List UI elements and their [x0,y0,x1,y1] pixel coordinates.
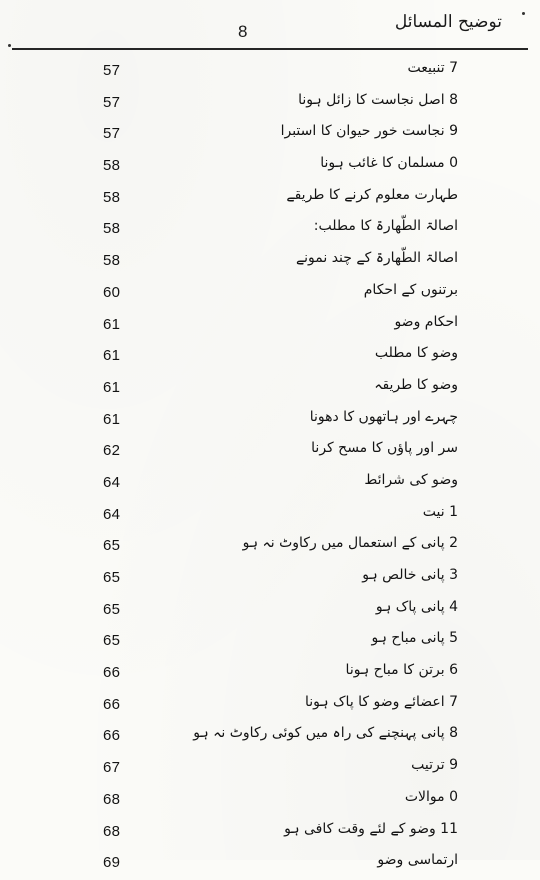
toc-entry-title: 4 پانی پاک ہو [375,598,458,615]
toc-entry [0,183,540,215]
toc-entry-page: 65 [103,537,121,555]
toc-entry [0,151,540,183]
toc-entry-title: اصالۃ الطّھارۃ کا مطلب: [313,218,458,235]
toc-entry-page: 61 [103,347,121,365]
toc-entry-title: برتنوں کے احکام [363,281,458,298]
toc-entry-page: 68 [103,790,121,808]
toc-entry [0,468,540,500]
toc-entry-title: 1 نیت [422,503,458,520]
toc-entry-page: 61 [103,410,121,428]
toc-entry-title: وضو کا طریقہ [374,376,458,393]
toc-entry-title: 9 نجاست خور حیوان کا استبرا [280,123,458,140]
toc-entry-page: 61 [103,378,121,396]
toc-entry-page: 66 [103,695,121,713]
toc-entry [0,848,540,880]
toc-entry-page: 65 [103,569,121,586]
toc-entry-page: 57 [103,93,121,111]
toc-entry-title: 7 اعضائے وضو کا پاک ہونا [304,693,458,710]
toc-entry [0,500,540,532]
toc-entry [0,119,540,151]
toc-entry-title: 11 وضو کے لئے وقت کافی ہو [284,820,458,837]
toc-entry [0,278,540,310]
toc-entry [0,817,540,849]
toc-entry [0,690,540,722]
toc-entry [0,531,540,563]
running-title: توضیح المسائل [394,12,502,32]
toc-entry [0,658,540,690]
toc-entry-page: 67 [103,759,121,777]
toc-entry-page: 57 [103,125,121,143]
toc-entry-page: 66 [103,664,121,682]
toc-entry-title: اصالۃ الطّھارۃ کے چند نمونے [295,250,458,267]
toc-entry-title: 6 برتن کا مباح ہونا [345,662,458,679]
toc-entry-title: 3 پانی خالص ہو [362,567,458,583]
toc-entry [0,373,540,405]
toc-entry-page: 60 [103,283,121,301]
toc-entry [0,405,540,437]
toc-entry-page: 57 [103,62,121,79]
toc-entry-page: 64 [103,505,121,523]
toc-entry [0,785,540,817]
toc-entry-page: 58 [103,188,121,206]
toc-entry-title: 0 مسلمان کا غائب ہونا [320,155,458,172]
table-of-contents [0,56,540,880]
toc-entry-page: 62 [103,442,121,460]
toc-entry-page: 64 [103,473,121,491]
toc-entry-page: 61 [103,315,121,333]
toc-entry-title: وضو کا مطلب [374,345,458,362]
toc-entry [0,214,540,246]
toc-entry [0,563,540,595]
toc-entry-page: 65 [103,600,121,618]
page-number: 8 [238,22,248,41]
header-rule [12,48,528,50]
toc-entry-title: 9 ترتیب [411,757,458,774]
toc-entry-page: 65 [103,632,121,650]
toc-entry-page: 58 [103,220,121,238]
toc-entry [0,436,540,468]
toc-entry-title: 8 پانی پہنچنے کی راہ میں کوئی رکاوٹ نہ ہو [193,725,458,742]
toc-entry-page: 66 [103,727,121,745]
toc-entry-title: چہرے اور ہاتھوں کا دھونا [309,408,458,425]
toc-entry-page: 58 [103,157,121,175]
toc-entry [0,626,540,658]
toc-entry-page: 58 [103,252,121,270]
toc-entry [0,721,540,753]
toc-entry [0,341,540,373]
toc-entry-page: 69 [103,854,121,872]
page-header [0,0,540,50]
toc-entry-title: 2 پانی کے استعمال میں رکاوٹ نہ ہو [242,535,458,552]
toc-entry [0,246,540,278]
toc-entry-title: احکام وضو [394,313,458,330]
toc-entry-title: ارتماسی وضو [377,852,458,869]
toc-entry-page: 68 [103,822,121,840]
toc-entry [0,753,540,785]
toc-entry-title: وضو کی شرائط [364,471,458,488]
margin-dot [522,12,525,15]
toc-entry-title: 7 تنبیعت [407,60,458,76]
margin-dot [8,44,11,47]
toc-entry [0,310,540,342]
toc-entry-title: 5 پانی مباح ہو [371,630,458,647]
toc-entry-title: 0 موالات [404,788,458,805]
toc-entry-title: سر اور پاؤں کا مسح کرنا [311,440,458,457]
toc-entry [0,56,540,88]
toc-entry [0,595,540,627]
toc-entry-title: طہارت معلوم کرنے کا طریقے [286,186,458,203]
toc-entry-title: 8 اصل نجاست کا زائل ہونا [298,91,458,108]
toc-entry [0,88,540,120]
